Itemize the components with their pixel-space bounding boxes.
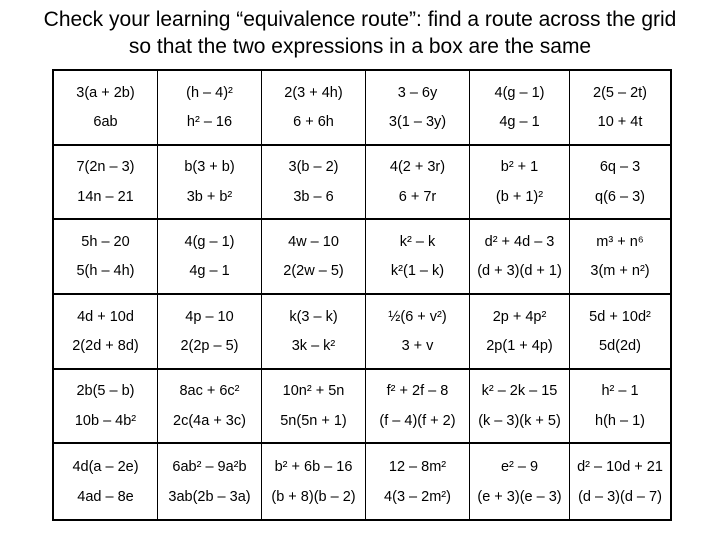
expression-bottom: 4g – 1	[499, 114, 540, 131]
expression-top: 10n² + 5n	[282, 383, 345, 400]
expression-bottom: (e + 3)(e – 3)	[477, 488, 562, 505]
grid-cell[interactable]	[470, 220, 570, 295]
expression-bottom: 6ab	[93, 114, 118, 131]
grid-cell[interactable]	[158, 444, 262, 519]
expression-top: 4(g – 1)	[184, 233, 235, 250]
expression-top: d² – 10d + 21	[577, 458, 663, 475]
expression-top: 4(g – 1)	[494, 84, 545, 101]
equivalence-grid	[52, 69, 672, 521]
grid-cell[interactable]	[54, 220, 158, 295]
expression-bottom: 6 + 7r	[398, 188, 437, 205]
expression-bottom: 3(1 – 3y)	[388, 114, 447, 131]
expression-top: 12 – 8m²	[388, 458, 447, 475]
expression-bottom: 4(3 – 2m²)	[384, 488, 451, 505]
expression-top: 4p – 10	[185, 308, 234, 325]
expression-top: e² – 9	[500, 458, 539, 475]
expression-bottom: 5d(2d)	[599, 338, 641, 355]
expression-bottom: 10 + 4t	[597, 114, 643, 131]
expression-top: b² + 6b – 16	[274, 458, 353, 475]
grid-cell[interactable]	[54, 295, 158, 370]
page-title	[0, 6, 720, 60]
grid-cell[interactable]	[158, 71, 262, 146]
title-line-1: Check your learning “equivalence route”: find a route across the grid	[43, 8, 677, 31]
grid-cell[interactable]	[262, 370, 366, 445]
expression-bottom: 3b – 6	[293, 188, 334, 205]
grid-cell[interactable]	[54, 370, 158, 445]
expression-bottom: 10b – 4b²	[74, 412, 137, 429]
grid-cell[interactable]	[54, 444, 158, 519]
expression-top: 3(b – 2)	[288, 159, 339, 176]
grid-cell[interactable]	[570, 71, 670, 146]
grid-cell[interactable]	[262, 295, 366, 370]
expression-top: 3(a + 2b)	[76, 84, 135, 101]
expression-top: 5h – 20	[81, 233, 130, 250]
expression-top: 4w – 10	[288, 233, 339, 250]
expression-top: 6ab² – 9a²b	[172, 458, 247, 475]
grid-cell[interactable]	[570, 220, 670, 295]
expression-top: m³ + n⁶	[596, 233, 644, 250]
expression-bottom: 2(2p – 5)	[180, 338, 239, 355]
grid-cell[interactable]	[54, 71, 158, 146]
expression-top: f² + 2f – 8	[386, 383, 449, 400]
expression-top: 4(2 + 3r)	[389, 159, 446, 176]
expression-top: 7(2n – 3)	[76, 159, 135, 176]
grid-cell[interactable]	[366, 370, 470, 445]
expression-bottom: 3(m + n²)	[590, 263, 650, 280]
grid-cell[interactable]	[158, 295, 262, 370]
expression-top: ½(6 + v²)	[388, 308, 447, 325]
grid-cell[interactable]	[262, 220, 366, 295]
expression-bottom: q(6 – 3)	[595, 188, 645, 205]
grid-cell[interactable]	[570, 295, 670, 370]
grid-cell[interactable]	[470, 71, 570, 146]
expression-bottom: (b + 1)²	[495, 188, 544, 205]
expression-bottom: h² – 16	[186, 114, 233, 131]
grid-cell[interactable]	[54, 146, 158, 221]
expression-bottom: 3b + b²	[186, 188, 233, 205]
expression-bottom: 5n(5n + 1)	[280, 412, 347, 429]
expression-bottom: 6 + 6h	[293, 114, 334, 131]
expression-top: b² + 1	[500, 159, 539, 176]
expression-bottom: 3 + v	[401, 338, 434, 355]
grid-cell[interactable]	[366, 295, 470, 370]
expression-top: 4d + 10d	[77, 308, 134, 325]
expression-top: k(3 – k)	[289, 308, 338, 325]
grid-cell[interactable]	[158, 146, 262, 221]
grid-cell[interactable]	[262, 146, 366, 221]
grid-cell[interactable]	[470, 295, 570, 370]
expression-top: b(3 + b)	[184, 159, 235, 176]
expression-bottom: 5(h – 4h)	[76, 263, 135, 280]
expression-top: h² – 1	[601, 383, 639, 400]
grid-cell[interactable]	[570, 370, 670, 445]
expression-top: 5d + 10d²	[589, 308, 651, 325]
expression-top: 2(3 + 4h)	[284, 84, 343, 101]
grid-cell[interactable]	[570, 444, 670, 519]
expression-top: 4d(a – 2e)	[72, 458, 139, 475]
expression-top: 2(5 – 2t)	[593, 84, 647, 101]
expression-bottom: 3ab(2b – 3a)	[168, 488, 251, 505]
grid-cell[interactable]	[470, 444, 570, 519]
expression-top: k² – k	[399, 233, 436, 250]
grid-cell[interactable]	[366, 146, 470, 221]
expression-bottom: 2(2d + 8d)	[72, 338, 139, 355]
expression-top: (h – 4)²	[186, 84, 233, 101]
title-line-2: so that the two expressions in a box are the same	[128, 35, 592, 58]
expression-bottom: 4ad – 8e	[77, 488, 134, 505]
expression-top: k² – 2k – 15	[481, 383, 558, 400]
expression-bottom: (d – 3)(d – 7)	[578, 488, 662, 505]
expression-top: 2p + 4p²	[492, 308, 547, 325]
expression-bottom: h(h – 1)	[595, 412, 645, 429]
expression-bottom: (k – 3)(k + 5)	[478, 412, 561, 429]
expression-bottom: 2(2w – 5)	[283, 263, 344, 280]
grid-cell[interactable]	[366, 220, 470, 295]
expression-bottom: (d + 3)(d + 1)	[477, 263, 562, 280]
expression-bottom: (f – 4)(f + 2)	[379, 412, 456, 429]
expression-bottom: 2c(4a + 3c)	[173, 412, 246, 429]
expression-top: 8ac + 6c²	[179, 383, 240, 400]
grid-cell[interactable]	[158, 220, 262, 295]
grid-cell[interactable]	[570, 146, 670, 221]
expression-bottom: 2p(1 + 4p)	[486, 338, 553, 355]
expression-top: 2b(5 – b)	[76, 383, 135, 400]
grid-cell[interactable]	[470, 370, 570, 445]
expression-bottom: 4g – 1	[189, 263, 230, 280]
expression-top: d² + 4d – 3	[484, 233, 555, 250]
grid-cell[interactable]	[366, 71, 470, 146]
grid-cell[interactable]	[262, 71, 366, 146]
grid-cell[interactable]	[158, 370, 262, 445]
expression-top: 6q – 3	[599, 159, 641, 176]
grid-cell[interactable]	[262, 444, 366, 519]
expression-bottom: (b + 8)(b – 2)	[271, 488, 356, 505]
expression-top: 3 – 6y	[397, 84, 438, 101]
expression-bottom: k²(1 – k)	[390, 263, 445, 280]
grid-cell[interactable]	[366, 444, 470, 519]
grid-cell[interactable]	[470, 146, 570, 221]
expression-bottom: 3k – k²	[291, 338, 336, 355]
expression-bottom: 14n – 21	[77, 188, 134, 205]
